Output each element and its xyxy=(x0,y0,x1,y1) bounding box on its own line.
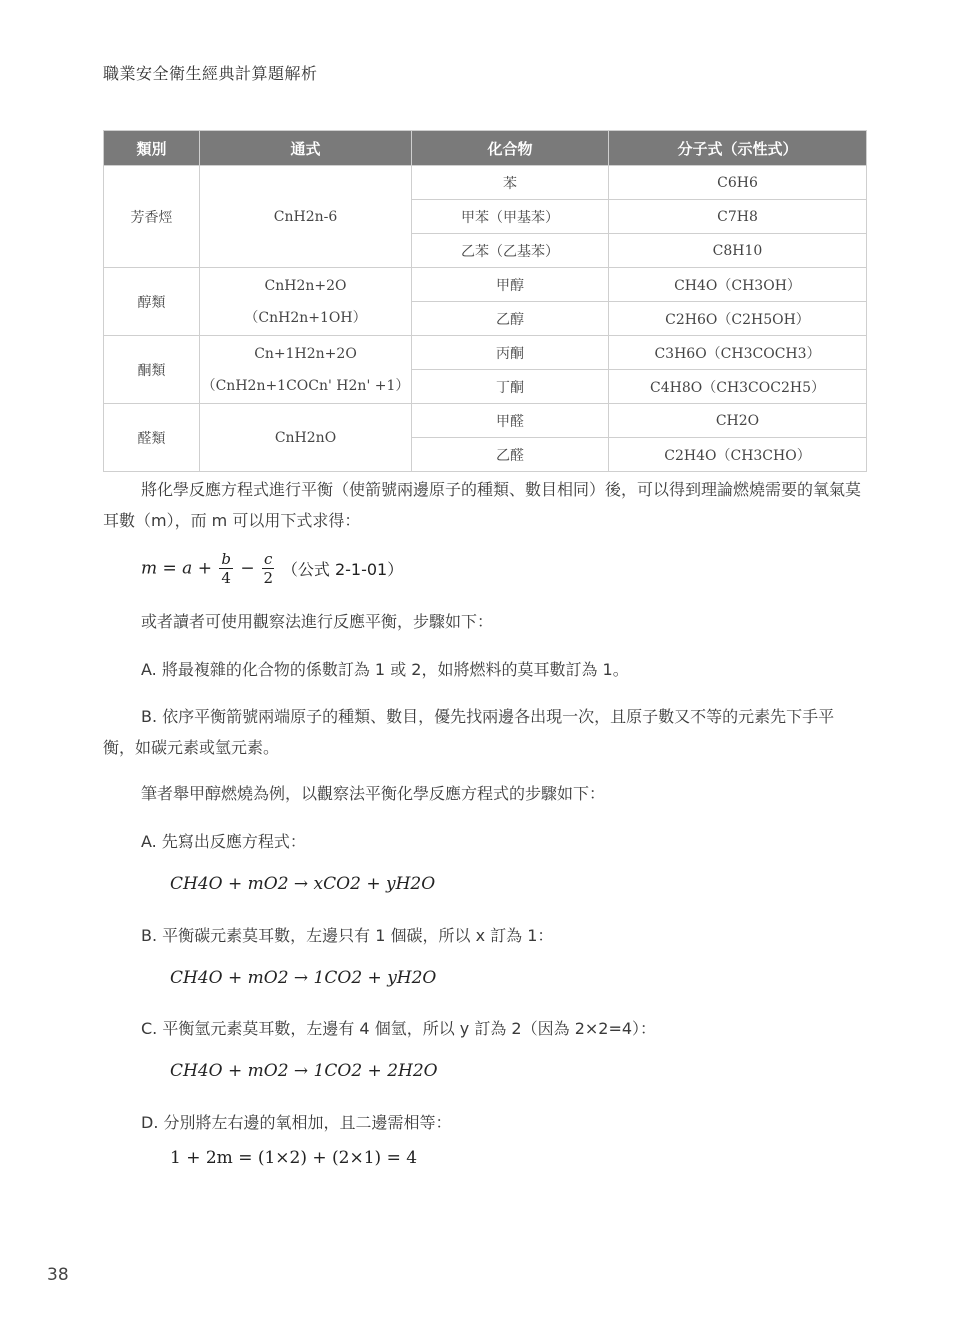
compound-cell: 甲醛 xyxy=(412,404,609,438)
equation-b: CH4O + mO2 → 1CO2 + yH2O xyxy=(170,968,437,988)
compound-cell: 乙醛 xyxy=(412,438,609,472)
fraction-numerator: c xyxy=(264,550,273,568)
category-cell: 酮類 xyxy=(104,336,200,404)
fraction-denominator: 2 xyxy=(263,569,274,587)
compound-table xyxy=(103,130,867,472)
general-formula-line: （CnH2n+1COCn' H2n' +1） xyxy=(201,377,410,394)
header-general-formula: 通式 xyxy=(200,131,412,166)
molecular-cell: C6H6 xyxy=(609,166,867,200)
compound-cell: 甲醇 xyxy=(412,268,609,302)
fraction-denominator: 4 xyxy=(221,569,231,587)
compound-cell: 丁酮 xyxy=(412,370,609,404)
step-c-hydrogen: C. 平衡氫元素莫耳數，左邊有 4 個氫，所以 y 訂為 2（因為 2×2=4）： xyxy=(141,1019,657,1038)
step-b-balance: B. 依序平衡箭號兩端原子的種類、數目，優先找兩邊各出現一次，且原子數又不等的元素先下手平衡，如碳元素或氫元素。 xyxy=(103,707,835,757)
molecular-cell: C2H4O（CH3CHO） xyxy=(609,438,867,472)
table-row xyxy=(104,404,867,438)
equation-a: CH4O + mO2 → xCO2 + yH2O xyxy=(170,874,436,894)
general-formula-cell xyxy=(200,336,412,404)
step-b-carbon: B. 平衡碳元素莫耳數，左邊只有 1 個碳，所以 x 訂為 1： xyxy=(141,926,554,945)
compound-cell: 乙醇 xyxy=(412,302,609,336)
running-head: 職業安全衛生經典計算題解析 xyxy=(103,64,318,83)
compound-cell: 苯 xyxy=(412,166,609,200)
equation-c: CH4O + mO2 → 1CO2 + 2H2O xyxy=(170,1061,438,1081)
general-formula-line: Cn+1H2n+2O xyxy=(254,345,357,362)
fraction-numerator: b xyxy=(221,550,231,568)
fraction-c-over-2 xyxy=(262,550,274,587)
molecular-cell: C8H10 xyxy=(609,234,867,268)
observation-intro: 或者讀者可使用觀察法進行反應平衡，步驟如下： xyxy=(141,612,494,631)
minus-sign: − xyxy=(240,558,255,579)
header-molecular-formula: 分子式（示性式） xyxy=(609,131,867,166)
step-a-write-equation: A. 先寫出反應方程式： xyxy=(141,832,306,851)
step-d-oxygen: D. 分別將左右邊的氧相加，且二邊需相等： xyxy=(141,1113,452,1132)
intro-paragraph: 將化學反應方程式進行平衡（使箭號兩邊原子的種類、數目相同）後，可以得到理論燃燒需要的氧氣莫耳數（m），而 m 可以用下式求得： xyxy=(103,480,862,530)
molecular-cell: CH4O（CH3OH） xyxy=(609,268,867,302)
category-cell: 醇類 xyxy=(104,268,200,336)
step-a-coefficient: A. 將最複雜的化合物的係數訂為 1 或 2，如將燃料的莫耳數訂為 1。 xyxy=(141,660,629,679)
formula-lhs: m = a + xyxy=(141,558,212,579)
compound-cell: 乙苯（乙基苯） xyxy=(412,234,609,268)
formula-reference: （公式 2-1-01） xyxy=(281,560,404,579)
general-formula-line: （CnH2n+1OH） xyxy=(244,309,367,326)
compound-cell: 甲苯（甲基苯） xyxy=(412,200,609,234)
oxygen-formula xyxy=(141,550,403,598)
page-number: 38 xyxy=(47,1265,69,1285)
table-row xyxy=(104,268,867,302)
compound-cell: 丙酮 xyxy=(412,336,609,370)
general-formula-line: CnH2n+2O xyxy=(264,277,347,294)
table-header-row xyxy=(104,131,867,166)
table-row xyxy=(104,166,867,200)
header-category: 類別 xyxy=(104,131,200,166)
general-formula-cell: CnH2n-6 xyxy=(200,166,412,268)
category-cell: 醛類 xyxy=(104,404,200,472)
methanol-example-intro: 筆者舉甲醇燃燒為例，以觀察法平衡化學反應方程式的步驟如下： xyxy=(141,784,606,803)
category-cell: 芳香烴 xyxy=(104,166,200,268)
general-formula-cell xyxy=(200,268,412,336)
molecular-cell: C2H6O（C2H5OH） xyxy=(609,302,867,336)
molecular-cell: C7H8 xyxy=(609,200,867,234)
molecular-cell: CH2O xyxy=(609,404,867,438)
fraction-b-over-4 xyxy=(219,550,233,587)
equation-d: 1 + 2m = (1×2) + (2×1) = 4 xyxy=(170,1148,418,1168)
general-formula-cell: CnH2nO xyxy=(200,404,412,472)
table-row xyxy=(104,336,867,370)
molecular-cell: C3H6O（CH3COCH3） xyxy=(609,336,867,370)
molecular-cell: C4H8O（CH3COC2H5） xyxy=(609,370,867,404)
header-compound: 化合物 xyxy=(412,131,609,166)
